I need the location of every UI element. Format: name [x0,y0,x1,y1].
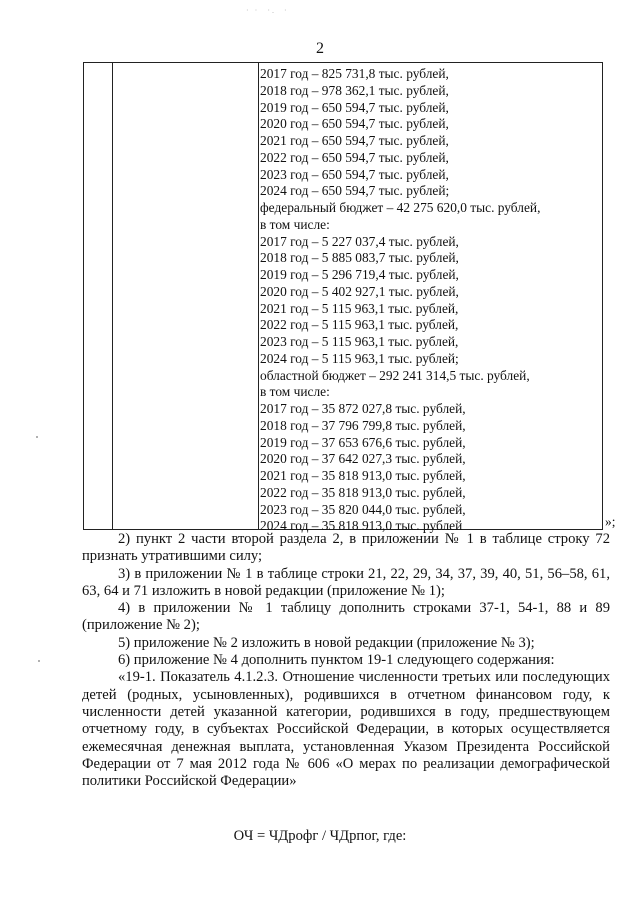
table-line: 2022 год – 35 818 913,0 тыс. рублей, [260,484,466,500]
body-text [82,531,610,790]
table-line: 2019 год – 5 296 719,4 тыс. рублей, [260,267,459,282]
table-line: 2020 год – 5 402 927,1 тыс. рублей, [260,283,459,299]
paragraph: 4) в приложении № 1 таблицу дополнить строками 37-1, 54-1, 88 и 89 (приложение № 2); [82,600,610,634]
paragraph: 5) приложение № 2 изложить в новой редакции (приложение № 3); [118,634,535,651]
paragraph: 6) приложение № 4 дополнить пунктом 19-1 следующего содержания: [118,652,555,669]
table-line: 2024 год – 5 115 963,1 тыс. рублей; [260,350,459,366]
table-line: 2023 год – 5 115 963,1 тыс. рублей, [260,334,459,349]
table-line: 2020 год – 37 642 027,3 тыс. рублей, [260,451,466,467]
paragraph: «19-1. Показатель 4.1.2.3. Отношение численности третьих или последующих детей (родных, усыновленных), родившихся в отчетном финансовом году, к численности детей указанной категории, родившихся в году, предшествующем отчетному году, в субъектах Российской Федерации, в которых осуществляется ежемесячная денежная выплата, установленная Указом Президента Российской Федерации от 7 мая 2012 года № 606 «О мерах по реализации демографической политики Российской Федерации» [82,669,610,790]
table-line: 2021 год – 5 115 963,1 тыс. рублей, [260,300,459,316]
paragraph: 3) в приложении № 1 в таблице строки 21, 22, 29, 34, 37, 39, 40, 51, 56–58, 61, 63, 64 и 71 изложить в новой редакции (приложение № 1); [82,565,610,599]
funding-cell [260,66,598,535]
closing-quote: »; [605,514,616,529]
paragraph: 2) пункт 2 части второй раздела 2, в приложении № 1 в таблице строку 72 признать утратившими силу; [82,531,610,565]
table-line: 2021 год – 35 818 913,0 тыс. рублей, [260,468,466,483]
table-line: 2024 год – 35 818 913,0 тыс. рублей [260,518,463,534]
table-column-divider [258,63,259,529]
table-line: в том числе: [260,384,330,400]
scan-specks: · · ·. · [246,6,289,15]
budget-table [83,62,603,534]
table-line: 2019 год – 650 594,7 тыс. рублей, [260,99,449,115]
table-line: 2022 год – 650 594,7 тыс. рублей, [260,149,449,165]
table-line: 2017 год – 35 872 027,8 тыс. рублей, [260,401,466,416]
table-line: областной бюджет – 292 241 314,5 тыс. рублей, [260,367,530,383]
formula: ОЧ = ЧДрофг / ЧДрпог, где: [233,828,407,844]
table-line: 2022 год – 5 115 963,1 тыс. рублей, [260,317,459,333]
table-column-divider [112,63,113,529]
page-number: 2 [316,40,324,57]
table-line: 2018 год – 978 362,1 тыс. рублей, [260,82,449,98]
table-line: 2018 год – 5 885 083,7 тыс. рублей, [260,250,459,266]
scan-dot [36,436,38,438]
table-line: 2023 год – 35 820 044,0 тыс. рублей, [260,501,466,517]
table-line: 2017 год – 825 731,8 тыс. рублей, [260,66,449,81]
table-line: 2019 год – 37 653 676,6 тыс. рублей, [260,434,466,450]
table-line: 2021 год – 650 594,7 тыс. рублей, [260,133,449,148]
table-line: 2020 год – 650 594,7 тыс. рублей, [260,116,449,132]
scan-dot [38,660,40,662]
table-line: 2024 год – 650 594,7 тыс. рублей; [260,183,450,199]
table-line: федеральный бюджет – 42 275 620,0 тыс. рублей, [260,200,541,215]
table-line: 2017 год – 5 227 037,4 тыс. рублей, [260,233,459,249]
table-line: 2018 год – 37 796 799,8 тыс. рублей, [260,417,466,433]
table-line: в том числе: [260,216,330,232]
table-line: 2023 год – 650 594,7 тыс. рублей, [260,166,449,182]
